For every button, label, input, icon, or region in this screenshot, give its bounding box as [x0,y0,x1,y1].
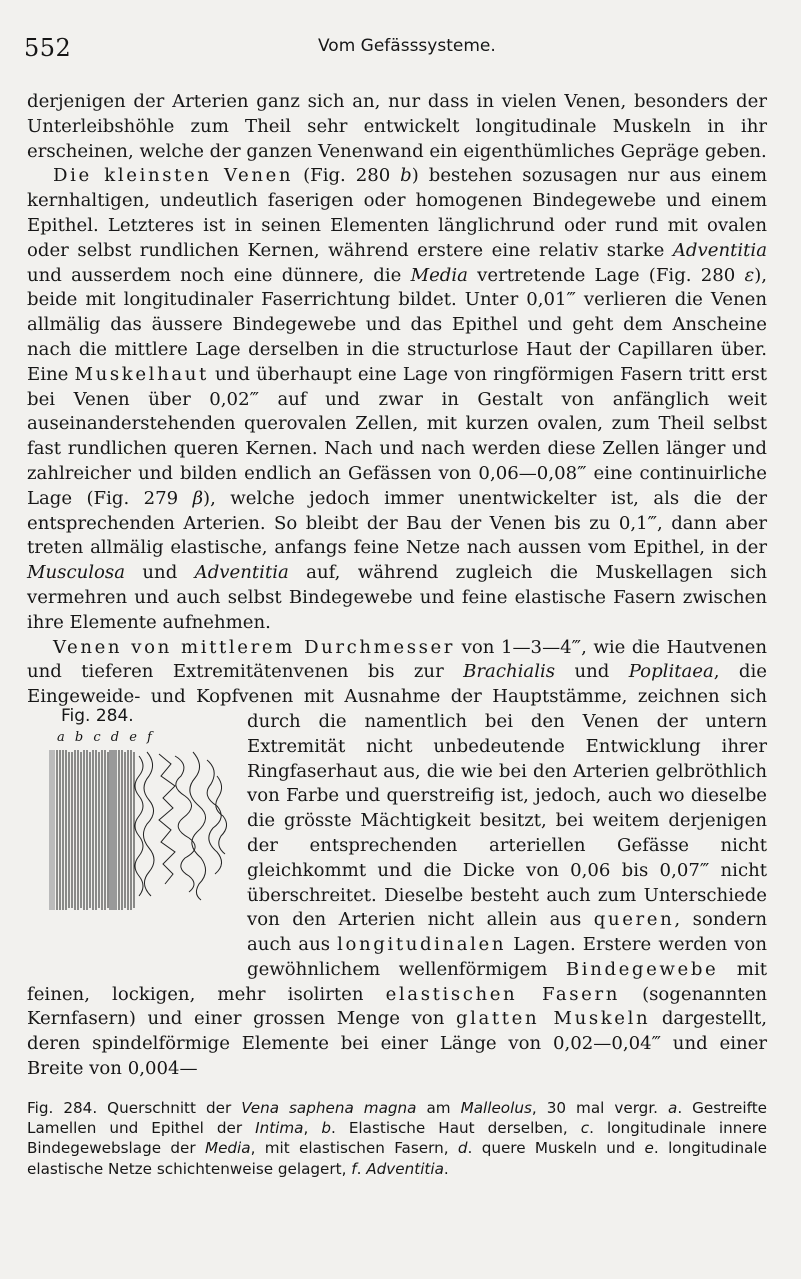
text-run: ), welche jedoch immer unentwickelter ist, als die der entsprechenden Arterien. So bleibt der Bau der Venen bis zu 0,1‴, dann aber treten allmälig elastische, anfangs feine Netze nach aussen vom Epithel, in der [27,487,767,559]
caption-text: , 30 mal vergr. [531,1099,669,1117]
italic-term: Media [410,264,468,286]
caption-text: , [303,1119,322,1138]
italic-run: β [192,487,204,509]
caption-italic: f [351,1159,357,1178]
spaced-term: queren [593,909,675,931]
italic-term: Brachialis [463,661,556,683]
figure-caption [27,1098,767,1179]
caption-text: Fig. 284. Querschnitt der [27,1099,242,1117]
body-text [27,90,767,1082]
text-run: und ausserdem noch eine dünnere, die [27,264,411,286]
text-run: ) bestehen sozusagen nur aus einem kernhaltigen, undeutlich faserigen oder homogenen Bindegewebe und einem Epithel. Letzteres ist in seinen Elementen länglichrund oder rund mit ovalen oder selbst rundlichen Kernen, während erstere eine relativ starke [27,165,767,261]
text-run: von 1—3—4‴, wie die Hautvenen und tieferen Extremitätenvenen bis zur [27,636,767,683]
italic-run: b [400,165,412,187]
running-title: Vom Gefässsysteme. [318,36,496,56]
heading-mittlere-venen: Venen von mittlerem Durchmesser [53,636,456,658]
italic-term: Adventitia [194,562,289,584]
caption-italic: Vena saphena magna [241,1099,417,1117]
text-run: (sogenannten Kernfasern) und einer grossen Menge von [27,983,767,1030]
italic-term: Musculosa [27,562,126,584]
caption-italic: Adventitia [366,1159,444,1178]
caption-italic: e [644,1139,654,1158]
italic-term: Adventitia [672,239,767,261]
figure-284 [27,706,227,916]
spaced-term: Muskelhaut [74,363,209,385]
spaced-term: Bindegewebe [565,958,719,980]
caption-text: , mit elastischen Fasern, [250,1139,458,1158]
caption-italic: a [668,1099,678,1117]
figure-label: Fig. 284. [61,705,134,726]
caption-italic: d [457,1139,468,1158]
italic-run: ε [744,264,755,286]
text-run: dargestellt, deren spindelförmige Elemente bei einer Länge von 0,02—0,04‴ und einer Breite von 0,004— [27,1008,768,1080]
caption-italic: c [580,1119,590,1138]
caption-text: . [443,1159,449,1178]
vein-cross-section-illustration [47,746,237,914]
spaced-term: longitudinalen [337,934,507,956]
figure-letters: a b c d e f [57,729,155,745]
caption-italic: Media [204,1139,251,1158]
text-run: (Fig. 280 [293,165,401,187]
text-run: , die Eingeweide- und Kopfvenen mit Ausnahme der Hauptstämme, [27,661,767,708]
text-run: Lagen. Erstere werden von gewöhnlichem wellenförmigem [247,934,767,980]
text-run: und überhaupt eine Lage von ringförmigen Fasern tritt erst bei Venen über 0,02‴ auf und zwar in Gestalt von anfänglich weit auseinanderstehenden querovalen Zellen, mit kurzen ovalen, zum Theil selbst fast rundlichen queren Kernen. Nach und nach werden diese Zellen länger und zahlreicher und bilden endlich an Gefässen von 0,06—0,08‴ eine continuirliche Lage (Fig. 279 [27,363,768,509]
spaced-term: glatten Muskeln [455,1008,651,1030]
heading-kleinsten-venen: Die kleinsten Venen [53,165,294,187]
caption-text: . quere Muskeln und [467,1139,645,1158]
caption-italic: b [321,1119,331,1138]
paragraph-2 [27,164,767,635]
caption-text: . Elastische Haut derselben, [330,1119,581,1138]
caption-italic: Intima [255,1119,304,1138]
caption-text: . longitudinale elastische Netze schichtenweise gelagert, [27,1139,768,1178]
text-run: und [125,562,195,584]
text-run: auf, während zugleich die Muskellagen sich vermehren und auch selbst Bindegewebe und feine elastische Fasern zwischen ihre Elemente aufnehmen. [27,562,767,633]
caption-text: . longitudinale innere Bindegewebslage der [27,1119,767,1158]
paragraph-1: derjenigen der Arterien ganz sich an, nur dass in vielen Venen, besonders der Unterleibshöhle zum Theil sehr entwickelt longitudinale Muskeln in ihr erscheinen, welche der ganzen Venenwand ein eigenthümliches Gepräge geben. [27,91,767,162]
text-run: mit feinen, lockigen, mehr isolirten [27,958,767,1005]
text-run: vertretende Lage (Fig. 280 [467,264,745,286]
caption-text: . Gestreifte Lamellen und Epithel der [27,1099,767,1138]
text-run: , sondern auch aus [247,909,767,956]
caption-text: am [416,1099,461,1117]
caption-italic: Malleolus [460,1099,532,1117]
text-run: und [555,661,629,683]
caption-text: . [356,1159,367,1178]
text-run: zeichnen sich durch die namentlich bei den Venen der untern Extremität nicht unbedeutende Entwicklung ihrer Ringfaserhaut aus, die wie bei den Arterien gelbröthlich von Farbe und querstreifig ist, jedoch, auch wo dieselbe die grösste Mächtigkeit besitzt, bei weitem derjenigen der entsprechenden arteriellen Gefässe nicht gleichkommt und die Dicke von 0,06 bis 0,07‴ nicht überschreitet. Dieselbe besteht auch zum Unterschiede von den Arterien nicht allein aus [247,686,767,931]
italic-term: Poplitaea [628,661,714,683]
page-number: 552 [24,34,72,62]
text-run: ), beide mit longitudinaler Faserrichtung bildet. Unter 0,01‴ verlieren die Venen allmälig das äussere Bindegewebe und das Epithel und geht dem Anscheine nach die mittlere Lage derselben in die structurlose Haut der Capillaren über. Eine [27,264,768,385]
spaced-term: elastischen Fasern [385,983,620,1005]
